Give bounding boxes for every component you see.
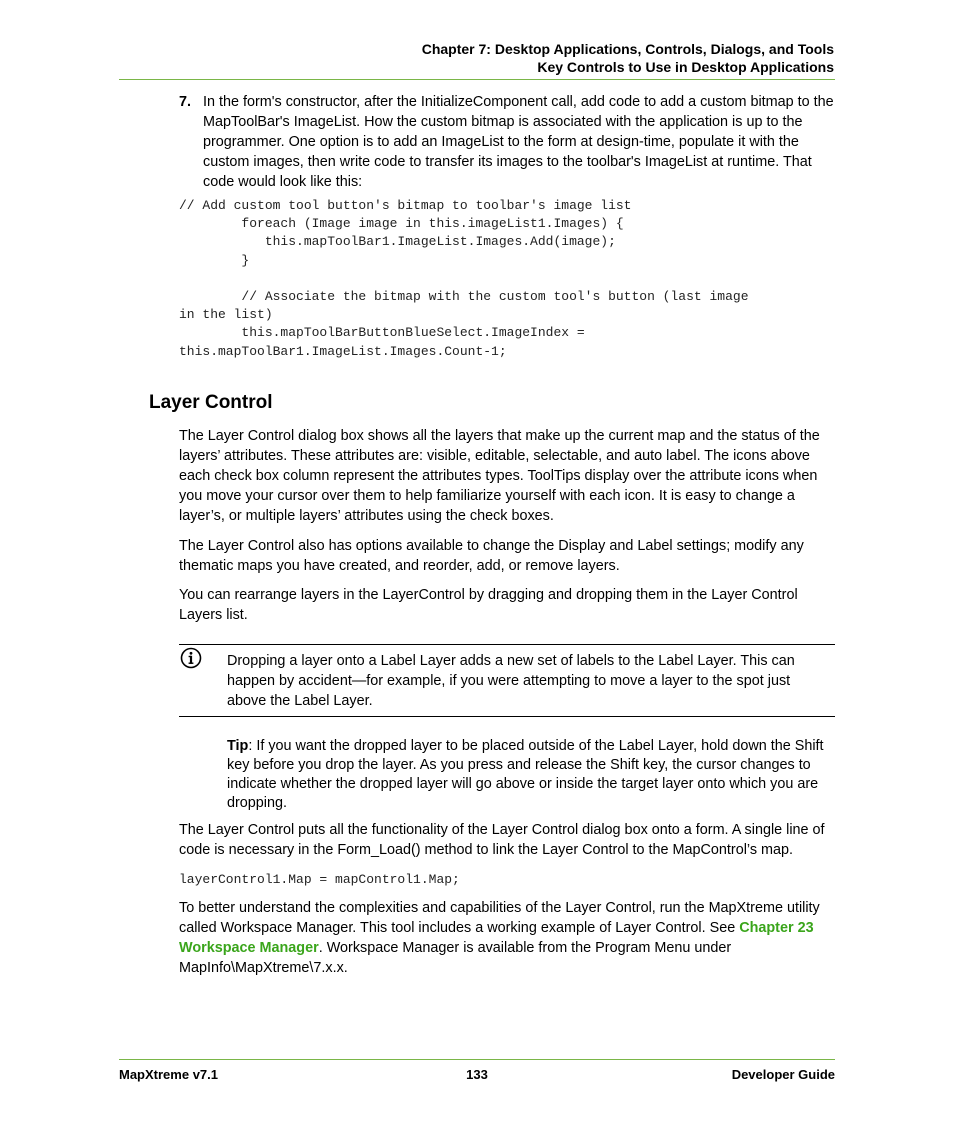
tip-text: : If you want the dropped layer to be placed outside of the Label Layer, hold down the Shift key before you drop the layer. As you press and release the Shift key, the cursor changes to indicate whether the dropped layer will go above or inside the target layer onto which you are dropping. bbox=[227, 738, 824, 811]
chapter-title: Chapter 7: Desktop Applications, Controls, Dialogs, and Tools bbox=[421, 41, 834, 57]
footer-product: MapXtreme v7.1 bbox=[119, 1067, 218, 1082]
code-block-layercontrol: layerControl1.Map = mapControl1.Map; bbox=[179, 872, 460, 887]
final-text-before: To better understand the complexities and capabilities of the Layer Control, run the MapXtreme utility called Workspace Manager. This tool includes a working example of Layer Control. See bbox=[179, 900, 820, 936]
chapter-23-link[interactable]: Chapter 23 Workspace Manager bbox=[179, 920, 814, 956]
info-circle-icon bbox=[180, 647, 202, 669]
page-number: 133 bbox=[466, 1067, 488, 1082]
note-bottom-rule bbox=[179, 716, 835, 717]
header-divider bbox=[119, 79, 835, 80]
paragraph-workspace-manager bbox=[179, 898, 839, 978]
section-title: Layer Control bbox=[149, 392, 273, 413]
note-text: Dropping a layer onto a Label Layer adds a new set of labels to the Label Layer. This can happen by accident—for example, if you were attempting to move a layer to the spot just above the Label Layer. bbox=[227, 653, 795, 709]
code-block-toolbar: // Add custom tool button's bitmap to toolbar's image list foreach (Image image in this.imageList1.Images) { this.mapToolBar1.ImageList.Images.Add(image); } // Associate the bitmap with the custom tool's button (last image in the list) this.mapToolBarButtonBlueSelect.ImageIndex = this.mapToolBar1.ImageList.Images.Count-1; bbox=[179, 198, 749, 359]
paragraph-rearrange: You can rearrange layers in the LayerControl by dragging and dropping them in the Layer Control Layers list. bbox=[179, 587, 798, 623]
tip-label: Tip bbox=[227, 738, 249, 754]
paragraph-form-load: The Layer Control puts all the functionality of the Layer Control dialog box onto a form. A single line of code is necessary in the Form_Load() method to link the Layer Control to the MapControl’s map. bbox=[179, 822, 825, 858]
final-text-after: . Workspace Manager is available from the Program Menu under MapInfo\MapXtreme\7.x.x. bbox=[179, 940, 732, 976]
paragraph-options: The Layer Control also has options available to change the Display and Label settings; modify any thematic maps you have created, and reorder, add, or remove layers. bbox=[179, 538, 804, 574]
paragraph-intro: The Layer Control dialog box shows all the layers that make up the current map and the status of the layers’ attributes. These attributes are: visible, editable, selectable, and auto label. The icons above each check box column represent the attributes types. ToolTips display over the attribute icons when you move your cursor over them to help familiarize yourself with each icon. It is easy to change a layer’s, or multiple layers’ attributes using the check boxes. bbox=[179, 428, 820, 524]
note-top-rule bbox=[179, 644, 835, 645]
section-header: Key Controls to Use in Desktop Applications bbox=[537, 59, 834, 75]
footer-guide: Developer Guide bbox=[731, 1067, 835, 1082]
step-number: 7. bbox=[179, 94, 192, 110]
tip bbox=[227, 737, 832, 813]
step-text: In the form's constructor, after the InitializeComponent call, add code to add a custom bitmap to the MapToolBar's ImageList. How the custom bitmap is associated with the application is up to the programmer. One option is to add an ImageList to the form at design-time, populate it with the custom images, then write code to transfer its images to the toolbar's ImageList at runtime. That code would look like this: bbox=[203, 94, 834, 190]
footer-divider bbox=[119, 1059, 835, 1060]
